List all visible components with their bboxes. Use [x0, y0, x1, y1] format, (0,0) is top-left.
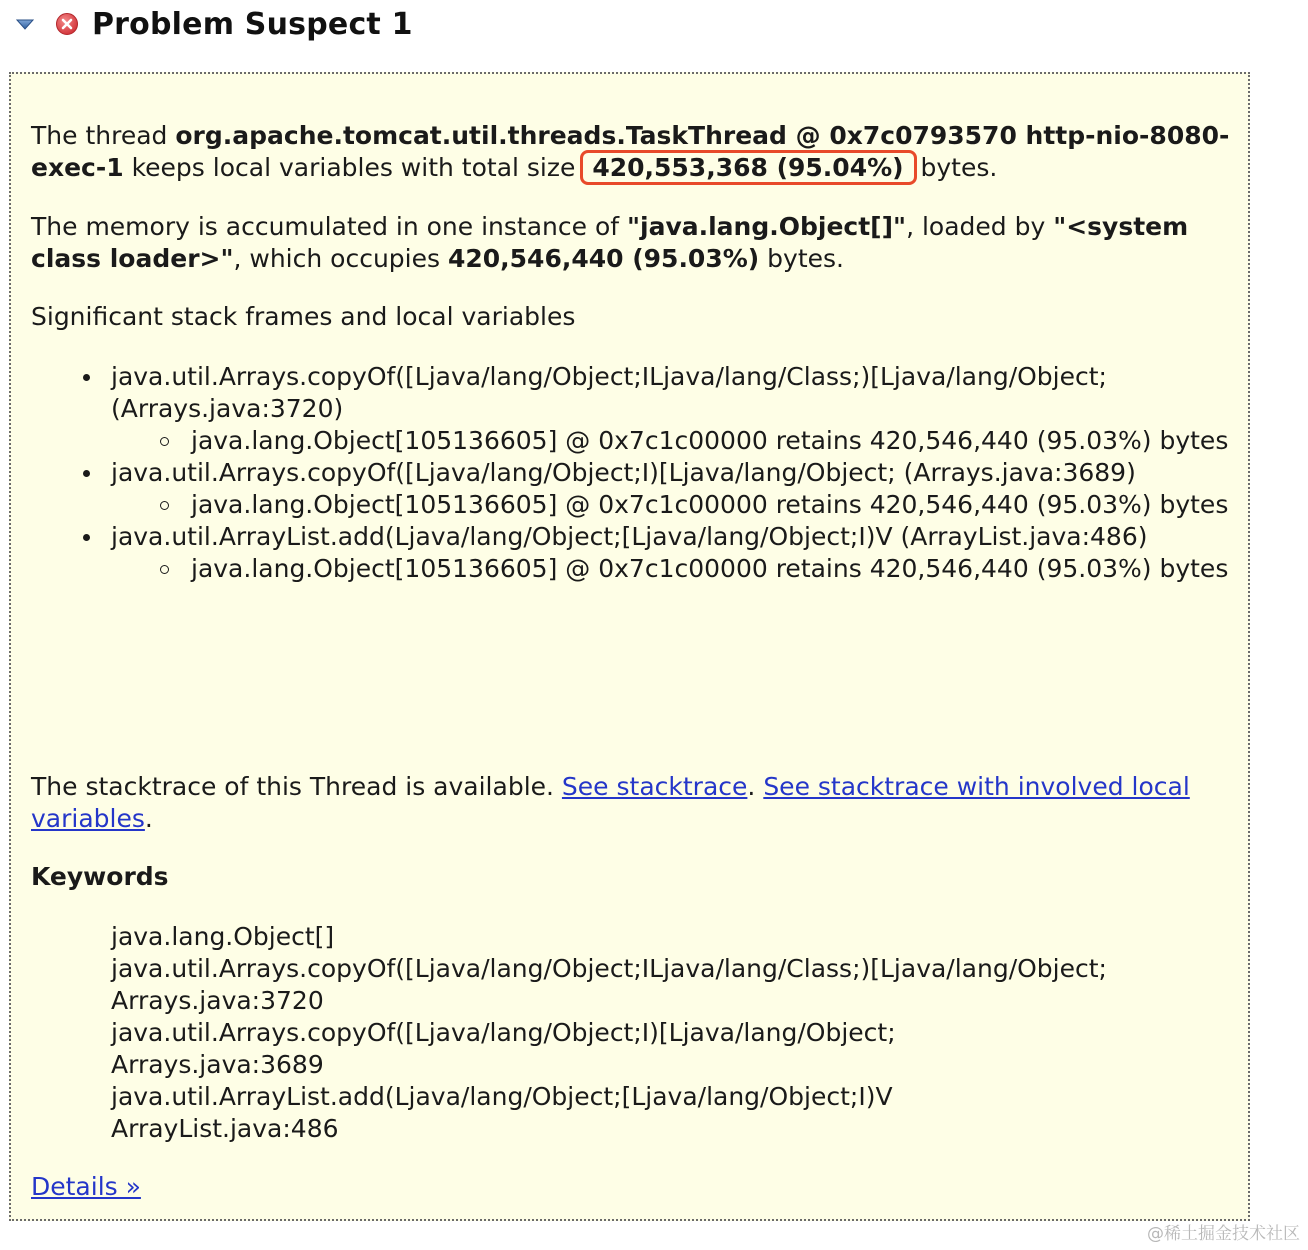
stack-frame [31, 521, 1231, 585]
frame-variable: java.lang.Object[105136605] @ 0x7c1c00000 retains 420,546,440 (95.03%) bytes [111, 553, 1231, 585]
thread-middle: keeps local variables with total size [123, 153, 584, 182]
thread-summary [31, 120, 1231, 184]
thread-name: org.apache.tomcat.util.threads.TaskThread @ 0x7c0793570 http-nio-8080-exec-1 [31, 121, 1230, 182]
keyword-item: Arrays.java:3720 [111, 986, 324, 1015]
keyword-item: java.util.ArrayList.add(Ljava/lang/Object;[Ljava/lang/Object;I)V [111, 1082, 893, 1111]
frame-variables [111, 425, 1231, 457]
thread-suffix: bytes. [912, 153, 998, 182]
details-row [31, 1171, 141, 1203]
frames-label: Significant stack frames and local variables [31, 302, 576, 331]
keywords-heading: Keywords [31, 862, 169, 891]
frame-variable: java.lang.Object[105136605] @ 0x7c1c00000 retains 420,546,440 (95.03%) bytes [111, 425, 1231, 457]
details-link[interactable]: Details » [31, 1172, 141, 1201]
keyword-item: java.util.Arrays.copyOf([Ljava/lang/Object;ILjava/lang/Class;)[Ljava/lang/Object; [111, 954, 1107, 983]
stacktrace-end: . [144, 804, 153, 833]
watermark: @稀土掘金技术社区 [1147, 1224, 1300, 1244]
frame-variable: java.lang.Object[105136605] @ 0x7c1c00000 retains 420,546,440 (95.03%) bytes [111, 489, 1231, 521]
page-title: Problem Suspect 1 [92, 6, 413, 42]
problem-suspect-header [14, 4, 413, 44]
keyword-item: java.util.Arrays.copyOf([Ljava/lang/Object;I)[Ljava/lang/Object; [111, 1018, 896, 1047]
stacktrace-text: The stacktrace of this Thread is available. [31, 772, 562, 801]
memory-middle: , loaded by [906, 212, 1054, 241]
memory-prefix: The memory is accumulated in one instance of [31, 212, 627, 241]
frame-method: java.util.Arrays.copyOf([Ljava/lang/Object;ILjava/lang/Class;)[Ljava/lang/Object; (Arrays.java:3720) [111, 362, 1107, 423]
keyword-item: ArrayList.java:486 [111, 1114, 339, 1143]
memory-suffix: bytes. [759, 244, 844, 273]
memory-class-name: "java.lang.Object[]" [626, 212, 907, 241]
suspect-details-panel [9, 72, 1250, 1221]
stack-frame [31, 457, 1231, 521]
error-circle-icon [54, 11, 80, 37]
stacktrace-availability [31, 771, 1231, 835]
frame-variables [111, 489, 1231, 521]
see-stacktrace-link[interactable]: See stacktrace [561, 772, 748, 801]
total-size-highlight: 420,553,368 (95.04%) [580, 150, 916, 185]
triangle-down-icon[interactable] [14, 13, 36, 35]
stack-frames-list [31, 361, 1231, 585]
keywords-list [111, 921, 1107, 1145]
thread-prefix: The thread [31, 121, 176, 150]
memory-loader: "<system class loader>" [31, 212, 1189, 273]
stacktrace-separator: . [747, 772, 764, 801]
keyword-item: Arrays.java:3689 [111, 1050, 324, 1079]
stack-frame [31, 361, 1231, 457]
frame-method: java.util.Arrays.copyOf([Ljava/lang/Object;I)[Ljava/lang/Object; (Arrays.java:3689) [111, 458, 1136, 487]
frame-method: java.util.ArrayList.add(Ljava/lang/Object;[Ljava/lang/Object;I)V (ArrayList.java:486) [111, 522, 1148, 551]
memory-occupies: 420,546,440 (95.03%) [447, 244, 760, 273]
frame-variables [111, 553, 1231, 585]
memory-middle2: , which occupies [233, 244, 448, 273]
memory-summary [31, 211, 1231, 275]
keyword-item: java.lang.Object[] [111, 922, 335, 951]
see-stacktrace-variables-link[interactable]: See stacktrace with involved local variables [31, 772, 1190, 833]
